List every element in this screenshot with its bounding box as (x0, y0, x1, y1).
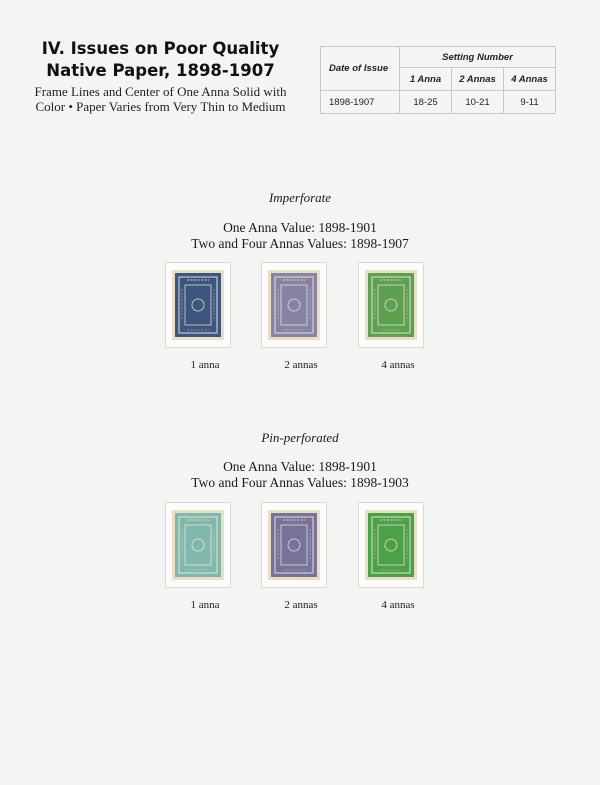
page-subtitle-line-1: Frame Lines and Center of One Anna Solid with (34, 84, 287, 99)
stamp-image (166, 263, 230, 347)
section-2-value-line-2: Two and Four Annas Values: 1898-1903 (191, 475, 409, 490)
date-of-issue-header: Date of Issue (321, 47, 400, 91)
stamp-mount (358, 502, 424, 588)
stamp-caption: 2 annas (284, 359, 318, 371)
section-1-value-line-2: Two and Four Annas Values: 1898-1907 (191, 236, 409, 251)
stamp-image (166, 503, 230, 587)
column-header-1-anna: 1 Anna (400, 68, 452, 91)
section-label-pin-perforated: Pin-perforated (261, 430, 339, 445)
stamp-mount (261, 262, 327, 348)
setting-number-header: Setting Number (400, 47, 556, 68)
stamp-mount (165, 502, 231, 588)
stamp-image (262, 263, 326, 347)
page-title-line-1: IV. Issues on Poor Quality (41, 39, 280, 58)
stamp-image (359, 503, 423, 587)
page-title-line-2: Native Paper, 1898-1907 (46, 61, 275, 80)
stamp-caption: 4 annas (381, 359, 415, 371)
table-row (321, 91, 556, 114)
section-2-value-line-1: One Anna Value: 1898-1901 (223, 459, 377, 474)
section-label-imperforate: Imperforate (268, 190, 332, 205)
setting-number-table (320, 46, 556, 114)
table-cell-1-anna: 18-25 (400, 91, 452, 114)
stamp-caption: 1 anna (190, 599, 220, 611)
section-1-value-line-1: One Anna Value: 1898-1901 (223, 220, 377, 235)
page-header (18, 38, 303, 114)
column-header-2-annas: 2 Annas (452, 68, 504, 91)
page-subtitle-line-2: Color • Paper Varies from Very Thin to Medium (35, 99, 286, 114)
table-cell-2-annas: 10-21 (452, 91, 504, 114)
stamp-caption: 4 annas (381, 599, 415, 611)
stamp-caption: 2 annas (284, 599, 318, 611)
stamp-caption: 1 anna (190, 359, 220, 371)
stamp-mount (261, 502, 327, 588)
stamp-image (359, 263, 423, 347)
stamp-mount (358, 262, 424, 348)
stamp-mount (165, 262, 231, 348)
table-cell-4-annas: 9-11 (504, 91, 556, 114)
stamp-image (262, 503, 326, 587)
table-cell-date: 1898-1907 (321, 91, 400, 114)
column-header-4-annas: 4 Annas (504, 68, 556, 91)
